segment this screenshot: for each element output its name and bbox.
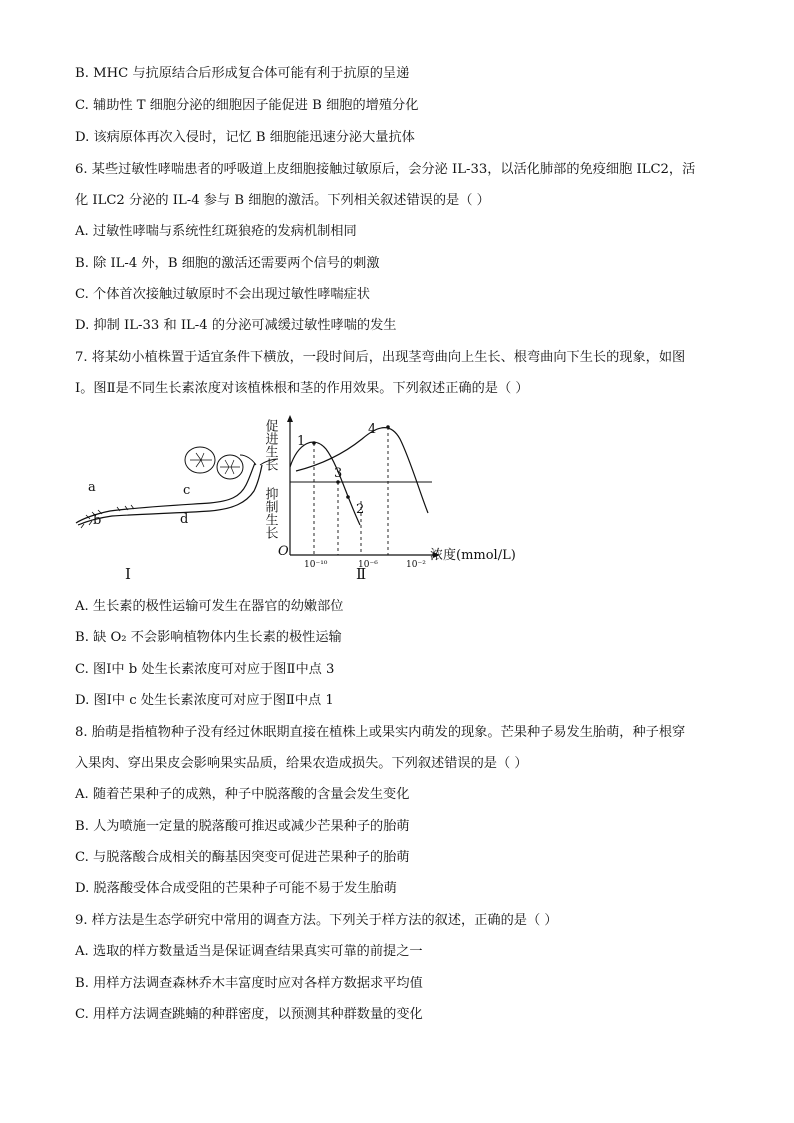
- text-line: 入果肉、穿出果皮会影响果实品质，给果农造成损失。下列叙述错误的是（ ）: [75, 756, 528, 771]
- y-axis-arrow: [287, 415, 293, 422]
- y-label-promote: 促进生长: [262, 419, 278, 471]
- text-line: 8. 胎萌是指植物种子没有经过休眠期直接在植株上或果实内萌发的现象。芒果种子易发生胎萌，种子根穿: [75, 725, 686, 740]
- x-tick-3: 10⁻²: [406, 560, 426, 570]
- origin-label: O: [278, 544, 289, 559]
- text-line: D. 脱落酸受体合成受阻的芒果种子可能不易于发生胎萌: [75, 881, 397, 896]
- text-line: C. 与脱落酸合成相关的酶基因突变可促进芒果种子的胎萌: [75, 850, 410, 865]
- text-line: A. 生长素的极性运输可发生在器官的幼嫩部位: [75, 599, 344, 614]
- point-label-1: 1: [297, 434, 306, 449]
- auxin-graph: [263, 415, 516, 570]
- text-line: D. 抑制 IL-33 和 IL-4 的分泌可减缓过敏性哮喘的发生: [75, 318, 397, 333]
- text-line: 化 ILC2 分泌的 IL-4 参与 B 细胞的激活。下列相关叙述错误的是（ ）: [75, 193, 490, 208]
- text-line: C. 个体首次接触过敏原时不会出现过敏性哮喘症状: [75, 287, 370, 302]
- text-line: A. 过敏性哮喘与系统性红斑狼疮的发病机制相同: [75, 224, 357, 239]
- figure-svg: [70, 415, 570, 590]
- text-line: A. 选取的样方数量适当是保证调查结果真实可靠的前提之一: [75, 944, 423, 959]
- text-line: D. 图Ⅰ中 c 处生长素浓度可对应于图Ⅱ中点 1: [75, 693, 334, 708]
- point-label-4: 4: [368, 422, 377, 437]
- y-label-inhibit: 抑制生长: [262, 487, 278, 539]
- text-line: B. 除 IL-4 外，B 细胞的激活还需要两个信号的刺激: [75, 256, 380, 271]
- text-line: B. 用样方法调查森林乔木丰富度时应对各样方数据求平均值: [75, 976, 423, 991]
- point-2: [346, 495, 350, 499]
- text-line: B. MHC 与抗原结合后形成复合体可能有利于抗原的呈递: [75, 66, 410, 81]
- plant-label-c: c: [183, 483, 191, 498]
- point-label-3: 3: [334, 466, 343, 481]
- figure-1-label: Ⅰ: [125, 565, 131, 583]
- leaf-right: [217, 455, 243, 479]
- plant-drawing: [76, 447, 278, 528]
- x-tick-2: 10⁻⁶: [358, 560, 378, 570]
- figure-auxin: [70, 415, 570, 590]
- point-1: [312, 441, 316, 445]
- root-curve: [290, 442, 360, 525]
- plant-label-d: d: [180, 512, 189, 527]
- text-line: C. 辅助性 T 细胞分泌的细胞因子能促进 B 细胞的增殖分化: [75, 98, 419, 113]
- text-line: 7. 将某幼小植株置于适宜条件下横放，一段时间后，出现茎弯曲向上生长、根弯曲向下生长的现象，如图: [75, 350, 686, 365]
- text-line: C. 图Ⅰ中 b 处生长素浓度可对应于图Ⅱ中点 3: [75, 662, 335, 677]
- text-line: B. 人为喷施一定量的脱落酸可推迟或减少芒果种子的胎萌: [75, 819, 410, 834]
- text-line: 6. 某些过敏性哮喘患者的呼吸道上皮细胞接触过敏原后，会分泌 IL-33，以活化肺部的免疫细胞 ILC2，活: [75, 162, 696, 177]
- text-line: D. 该病原体再次入侵时，记忆 B 细胞能迅速分泌大量抗体: [75, 130, 415, 145]
- text-line: C. 用样方法调查跳蝻的种群密度，以预测其种群数量的变化: [75, 1007, 423, 1022]
- plant-label-b: b: [93, 513, 102, 528]
- text-line: B. 缺 O₂ 不会影响植物体内生长素的极性运输: [75, 630, 342, 645]
- leaf-left: [185, 447, 215, 473]
- text-line: Ⅰ。图Ⅱ是不同生长素浓度对该植株根和茎的作用效果。下列叙述正确的是（ ）: [75, 381, 529, 396]
- figure-2-label: Ⅱ: [356, 565, 367, 583]
- point-4: [386, 425, 390, 429]
- stem-curve: [296, 428, 428, 513]
- x-axis-label: 浓度(mmol/L): [430, 548, 516, 563]
- text-line: A. 随着芒果种子的成熟，种子中脱落酸的含量会发生变化: [75, 787, 410, 802]
- text-line: 9. 样方法是生态学研究中常用的调查方法。下列关于样方法的叙述，正确的是（ ）: [75, 913, 558, 928]
- point-label-2: 2: [356, 502, 365, 517]
- plant-label-a: a: [88, 480, 96, 495]
- x-tick-1: 10⁻¹⁰: [304, 560, 328, 570]
